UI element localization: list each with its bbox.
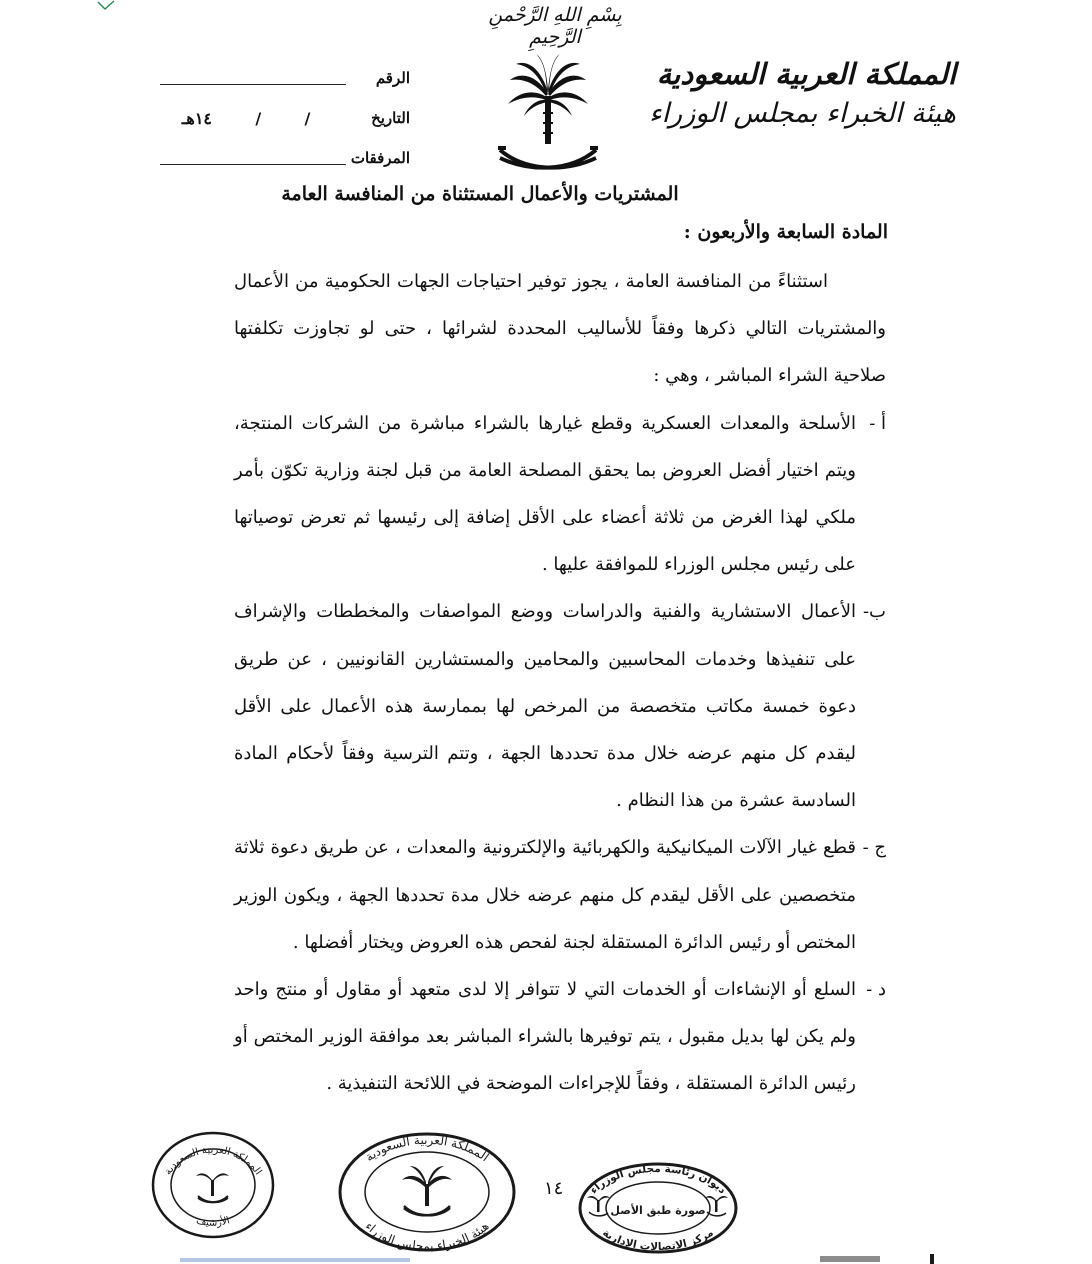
- attachments-label: المرفقات: [350, 149, 410, 167]
- stamp-archive-seal: [150, 1130, 276, 1240]
- kingdom-name: المملكة العربية السعودية: [656, 57, 956, 91]
- list-item: [234, 966, 886, 1108]
- page-number: ١٤: [544, 1178, 564, 1199]
- article-body: [234, 258, 886, 1108]
- stamp-center-top-text: المملكة العربية السعودية: [362, 1132, 492, 1165]
- date-value: [160, 109, 352, 128]
- svg-text:المملكة العربية السعودية: [163, 1145, 264, 1178]
- ref-number-line: [160, 72, 346, 85]
- stamp-true-copy: [576, 1160, 740, 1256]
- svg-text:ديوان رئاسة مجلس الوزراء: [588, 1163, 729, 1197]
- basmala: بِسْمِ اللهِ الرَّحْمنِ الرَّحِيمِ: [488, 4, 622, 48]
- item-text: السلع أو الإنشاءات أو الخدمات التي لا تتوافر إلا لدى متعهد أو مقاول أو منتج واحد ولم يكن لها بديل مقبول ، يتم توفيرها بالشراء المباشر بعد موافقة الوزير المختص أو رئيس الدائرة المستقلة ، وفقاً للإجراءات الموضحة في اللائحة التنفيذية .: [234, 979, 856, 1095]
- date-row: [160, 98, 410, 138]
- stamp-experts-commission: [336, 1130, 518, 1254]
- item-marker: د -: [866, 979, 886, 1001]
- ref-number-row: [160, 58, 410, 98]
- attachments-line: [160, 152, 346, 165]
- svg-text:المملكة العربية السعودية: [363, 1133, 492, 1164]
- intro-paragraph: استثناءً من المنافسة العامة ، يجوز توفير احتياجات الجهات الحكومية من الأعمال والمشتريات التالي ذكرها وفقاً للأساليب المحددة لشرائها ، حتى لو تجاوزت تكلفتها صلاحية الشراء المباشر ، وهي :: [234, 271, 886, 387]
- letterhead-block: [648, 54, 956, 134]
- stamp-true-copy-top-text: ديوان رئاسة مجلس الوزراء: [587, 1162, 729, 1197]
- stamp-center-bottom-text: هيئة الخبراء بمجلس الوزراء: [362, 1218, 492, 1254]
- date-label: التاريخ: [371, 109, 410, 127]
- stamp-experts-commission-seal: [336, 1130, 518, 1254]
- svg-text:مركز الاتصالات الإدارية: [600, 1227, 715, 1253]
- item-text: الأعمال الاستشارية والفنية والدراسات ووضع المواصفات والمخططات والإشراف على تنفيذها وخدمات المحاسبين والمحامين والمستشارين القانونيين ، عن طريق دعوة خمسة مكاتب متخصصة من المرخص لها بممارسة هذه الأعمال على الأقل ليقدم كل منهم عرضه خلال مدة تحددها الجهة ، وتتم الترسية وفقاً لأحكام المادة السادسة عشرة من هذا النظام .: [234, 601, 856, 812]
- document-title: المشتريات والأعمال المستثناة من المنافسة العامة: [281, 183, 679, 205]
- corner-check-mark: [96, 0, 116, 12]
- list-item: [234, 824, 886, 966]
- date-year-suffix: ١٤هـ: [181, 108, 212, 128]
- list-item: [234, 588, 886, 824]
- stamp-true-copy-middle-text: صورة طبق الأصل: [610, 1204, 706, 1217]
- bottom-scan-strip: [0, 1254, 1092, 1264]
- item-text: قطع غيار الآلات الميكانيكية والكهربائية والإلكترونية والمعدات ، عن طريق دعوة ثلاثة متخصصين على الأقل ليقدم كل منهم عرضه خلال مدة تحددها الجهة ، ويكون الوزير المختص أو رئيس الدائرة المستقلة لجنة لفحص هذه العروض ويختار أفضلها .: [234, 837, 856, 953]
- authority-name: هيئة الخبراء بمجلس الوزراء: [648, 98, 956, 129]
- reference-fields: [160, 58, 410, 178]
- svg-text:هيئة الخبراء بمجلس الوزراء: [362, 1219, 491, 1253]
- stamp-archive-emblem-icon: [196, 1173, 229, 1202]
- date-separator-1: /: [304, 108, 311, 128]
- item-marker: ج -: [862, 837, 886, 859]
- item-marker: أ -: [869, 412, 886, 434]
- item-marker: ب-: [862, 601, 886, 623]
- ref-number-label: الرقم: [375, 69, 410, 87]
- item-text: الأسلحة والمعدات العسكرية وقطع غيارها بالشراء مباشرة من الشركات المنتجة، ويتم اختيار أفضل العروض بما يحقق المصلحة العامة من قبل لجنة وزارية تكوّن بأمر ملكي لهذا الغرض من ثلاثة أعضاء على الأقل إضافة إلى رئيسها ثم تعرض توصياتها على رئيس مجلس الوزراء للموافقة عليها .: [234, 412, 857, 576]
- attachments-row: [160, 138, 410, 178]
- stamp-archive-bottom-text: الأرشيف: [195, 1215, 232, 1229]
- stamp-center-emblem-icon: [402, 1166, 452, 1215]
- list-item: [234, 400, 886, 589]
- stamp-archive: [150, 1130, 276, 1240]
- stamp-true-copy-bottom-text: مركز الاتصالات الإدارية: [600, 1226, 716, 1254]
- stamp-archive-top-text: المملكة العربية السعودية: [162, 1144, 264, 1178]
- svg-text:الأرشيف: [195, 1214, 231, 1229]
- stamp-true-copy-seal: [576, 1160, 740, 1256]
- article-heading: المادة السابعة والأربعون :: [683, 221, 888, 243]
- saudi-emblem-icon: [496, 54, 600, 178]
- date-separator-2: /: [255, 108, 262, 128]
